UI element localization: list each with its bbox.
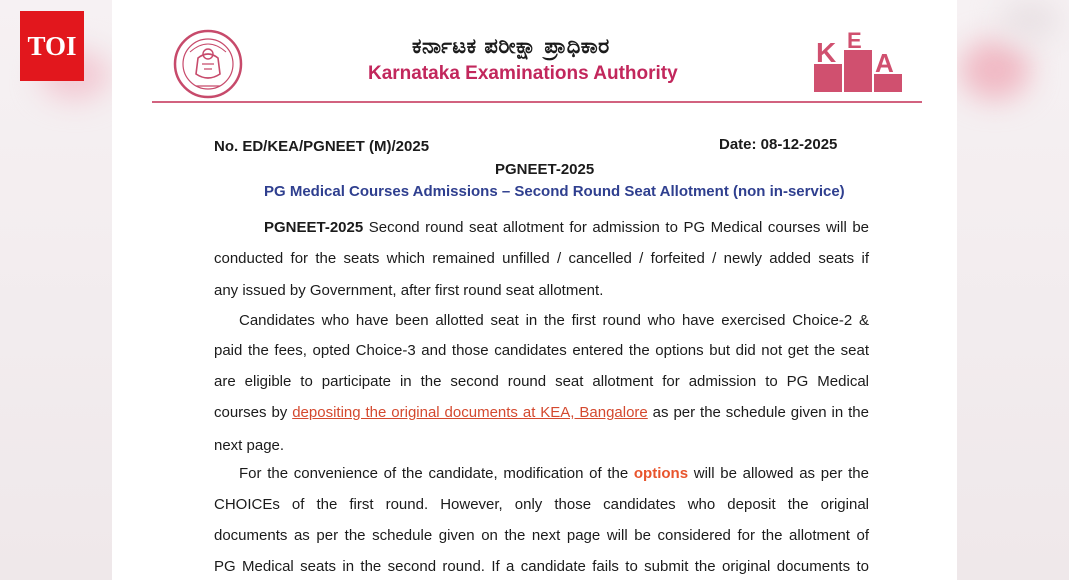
paragraph-3-text: For the convenience of the candidate, modification of the — [239, 465, 634, 482]
svg-text:E: E — [847, 30, 862, 53]
authority-name-english: Karnataka Examinations Authority — [368, 63, 678, 84]
document-page — [112, 0, 957, 580]
paragraph-3-line: documents as per the schedule given on the next page will be considered for the allotment of — [214, 527, 869, 544]
svg-text:K: K — [816, 37, 837, 68]
paragraph-1-line: any issued by Government, after first round seat allotment. — [214, 282, 604, 299]
options-highlight: options — [633, 465, 689, 482]
paragraph-3-line: CHOICEs of the first round. However, only those candidates who deposit the original — [214, 496, 869, 513]
paragraph-1-line — [264, 219, 869, 236]
paragraph-3-text: will be allowed as per the — [688, 465, 869, 482]
government-seal-icon — [172, 28, 244, 100]
paragraph-3-line: PG Medical seats in the second round. If a candidate fails to submit the original documents to — [214, 558, 869, 575]
document-subtitle: PG Medical Courses Admissions – Second Round Seat Allotment (non in-service) — [264, 183, 845, 200]
header-divider — [152, 101, 922, 103]
paragraph-2-text: as per the schedule given in the — [647, 404, 869, 421]
paragraph-2-line — [214, 404, 869, 421]
document-title: PGNEET-2025 — [495, 161, 595, 178]
authority-name-kannada: ಕರ್ನಾಟಕ ಪರೀಕ್ಷಾ ಪ್ರಾಧಿಕಾರ — [412, 34, 610, 58]
paragraph-2-line: paid the fees, opted Choice-3 and those candidates entered the options but did not get the seat — [214, 342, 869, 359]
paragraph-2-line: are eligible to participate in the second round seat allotment for admission to PG Medical — [214, 373, 869, 390]
paragraph-1-line: conducted for the seats which remained unfilled / cancelled / forfeited / newly added seats if — [214, 250, 869, 267]
background-blur — [1000, 0, 1060, 40]
kea-logo-icon — [812, 30, 904, 94]
paragraph-2-line: Candidates who have been allotted seat in the first round who have exercised Choice-2 & — [239, 312, 869, 329]
original-documents-link[interactable]: depositing the original documents at KEA, Bangalore — [292, 404, 648, 421]
paragraph-1-text: Second round seat allotment for admission to PG Medical courses will be — [363, 219, 869, 236]
toi-logo-badge[interactable]: TOI — [20, 11, 84, 81]
paragraph-2-text: courses by — [214, 404, 293, 421]
paragraph-2-line: next page. — [214, 437, 285, 454]
svg-text:A: A — [875, 48, 894, 78]
reference-number: No. ED/KEA/PGNEET (M)/2025 — [214, 138, 430, 155]
background-blur — [960, 40, 1030, 100]
paragraph-3-line — [239, 465, 869, 482]
letterhead — [112, 0, 957, 110]
document-date: Date: 08-12-2025 — [719, 136, 838, 153]
paragraph-1-lead: PGNEET-2025 — [264, 219, 364, 236]
